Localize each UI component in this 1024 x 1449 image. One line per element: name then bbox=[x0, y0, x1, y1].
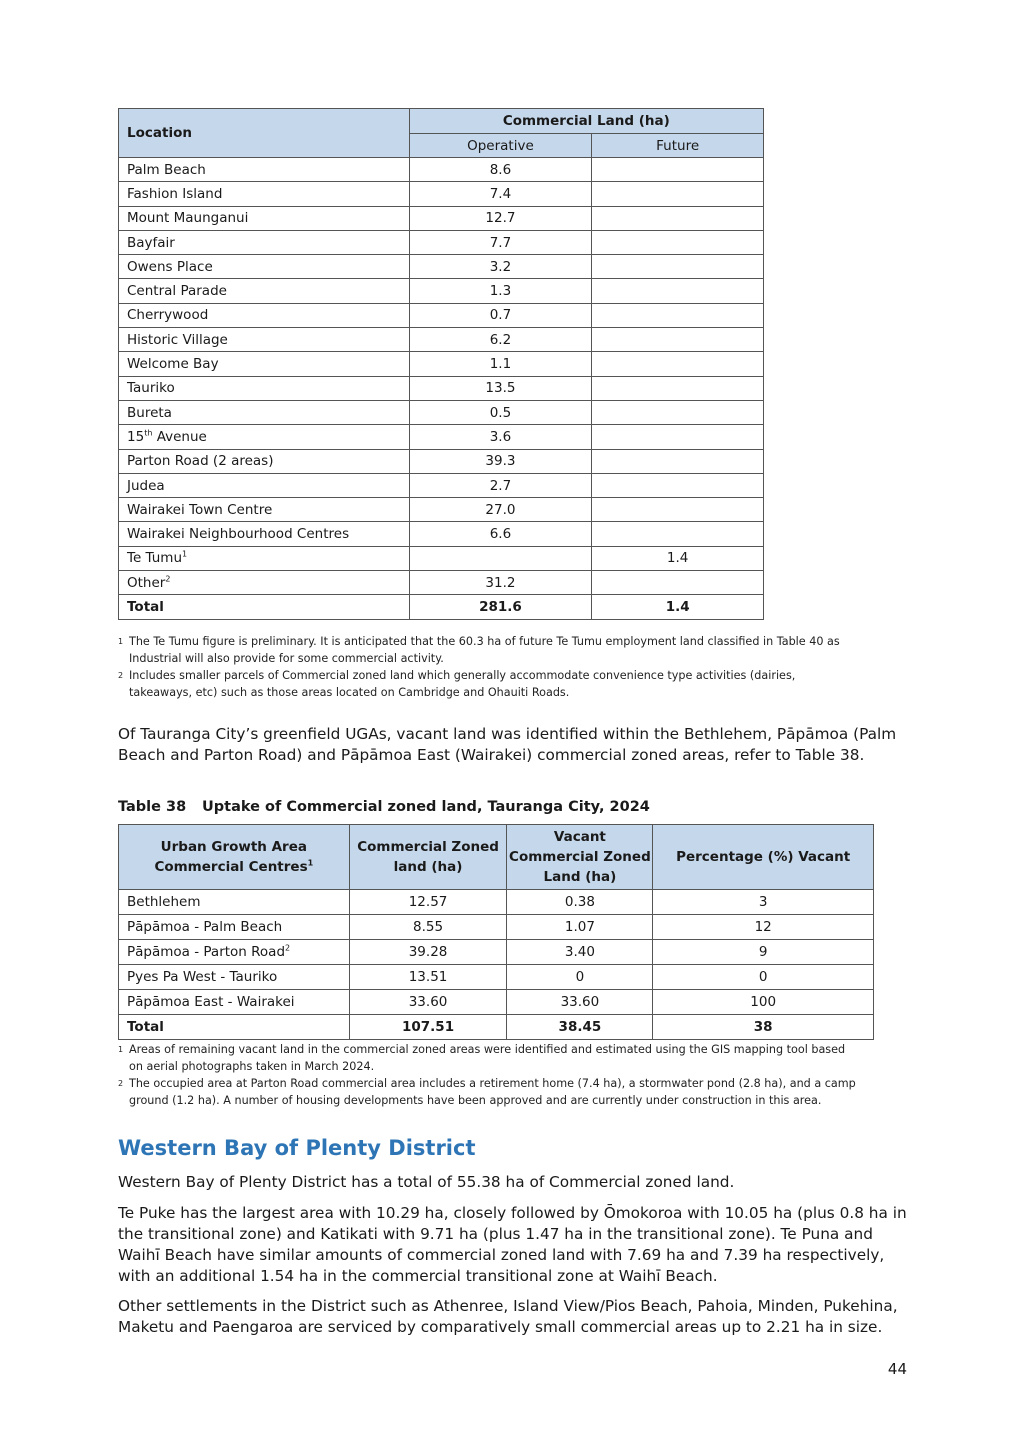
table-row bbox=[119, 940, 874, 965]
cell-location: Palm Beach bbox=[119, 158, 410, 182]
cell-total-future: 1.4 bbox=[592, 595, 764, 619]
header-urban-growth-area: Urban Growth Area Commercial Centres$^1$ bbox=[119, 825, 350, 890]
cell-area: Bethlehem bbox=[119, 890, 350, 915]
cell-operative: 1.3 bbox=[409, 279, 592, 303]
body-paragraph: Te Puke has the largest area with 10.29 ha, closely followed by Ōmokoroa with 10.05 ha (plus 0.8 ha in the transitional zone) and Katikati with 9.71 ha (plus 1.47 ha in the transitional zone). Te Puna and Waihī Beach have similar amounts of commercial zoned land with 7.69 ha and 7.39 ha respectively, with an additional 1.54 ha in the commercial transitional zone at Waihī Beach. bbox=[118, 1204, 907, 1285]
table-row bbox=[119, 522, 764, 546]
cell-operative: 8.6 bbox=[409, 158, 592, 182]
intro-paragraph: Of Tauranga City’s greenfield UGAs, vacant land was identified within the Bethlehem, Pāpāmoa (Palm Beach and Parton Road) and Pāpāmoa East (Wairakei) commercial zoned areas, refer to Table 38. bbox=[118, 725, 897, 764]
cell-operative: 2.7 bbox=[409, 473, 592, 497]
header-percentage-vacant: Percentage (%) Vacant bbox=[653, 825, 874, 890]
cell-pct: 12 bbox=[653, 915, 874, 940]
cell-zoned: 39.28 bbox=[349, 940, 507, 965]
cell-location: Historic Village bbox=[119, 328, 410, 352]
cell-vacant: 0 bbox=[507, 965, 653, 990]
table-row bbox=[119, 890, 874, 915]
header-commercial-land: Commercial Land (ha) bbox=[409, 109, 763, 134]
cell-location: Fashion Island bbox=[119, 182, 410, 206]
cell-zoned: 8.55 bbox=[349, 915, 507, 940]
cell-operative: 39.3 bbox=[409, 449, 592, 473]
footnote-ref: 2 bbox=[285, 943, 291, 953]
cell-location: Other$^2$ bbox=[119, 571, 410, 595]
page-number: 44 bbox=[887, 1360, 907, 1378]
cell-location: Judea bbox=[119, 473, 410, 497]
cell-pct: 100 bbox=[653, 990, 874, 1015]
cell-operative: 7.4 bbox=[409, 182, 592, 206]
cell-total-operative: 281.6 bbox=[409, 595, 592, 619]
cell-location: Owens Place bbox=[119, 255, 410, 279]
cell-future bbox=[592, 425, 764, 449]
cell-vacant: 33.60 bbox=[507, 990, 653, 1015]
cell-operative: 12.7 bbox=[409, 206, 592, 230]
cell-operative: 31.2 bbox=[409, 571, 592, 595]
cell-future bbox=[592, 498, 764, 522]
cell-future bbox=[592, 230, 764, 254]
cell-operative: 6.2 bbox=[409, 328, 592, 352]
cell-location: Bureta bbox=[119, 400, 410, 424]
cell-area: Pāpāmoa - Parton Road$^2$ bbox=[119, 940, 350, 965]
cell-area: Pyes Pa West - Tauriko bbox=[119, 965, 350, 990]
table-row bbox=[119, 279, 764, 303]
cell-total-pct: 38 bbox=[653, 1015, 874, 1040]
cell-future bbox=[592, 279, 764, 303]
table-row bbox=[119, 425, 764, 449]
table-row bbox=[119, 990, 874, 1015]
table-total-row bbox=[119, 595, 764, 619]
table-row bbox=[119, 498, 764, 522]
table-total-row bbox=[119, 1015, 874, 1040]
header-commercial-zoned: Commercial Zoned land (ha) bbox=[349, 825, 507, 890]
cell-vacant: 0.38 bbox=[507, 890, 653, 915]
table-header-row bbox=[119, 109, 764, 134]
cell-location: Te Tumu$^1$ bbox=[119, 546, 410, 570]
cell-future bbox=[592, 473, 764, 497]
footnote: 1 Areas of remaining vacant land in the commercial zoned areas were identified and estimated using the GIS mapping tool based on aerial photographs taken in March 2024. bbox=[118, 1043, 846, 1073]
cell-pct: 3 bbox=[653, 890, 874, 915]
body-paragraph: Other settlements in the District such as Athenree, Island View/Pios Beach, Pahoia, Minden, Pukehina, Maketu and Paengaroa are serviced by comparatively small commercial areas up to 2.21 ha in size. bbox=[118, 1297, 898, 1336]
footnote-ref: 2 bbox=[165, 574, 171, 584]
table-row bbox=[119, 571, 764, 595]
cell-location: Wairakei Neighbourhood Centres bbox=[119, 522, 410, 546]
cell-operative: 13.5 bbox=[409, 376, 592, 400]
cell-location: Bayfair bbox=[119, 230, 410, 254]
cell-area: Pāpāmoa East - Wairakei bbox=[119, 990, 350, 1015]
footnote: 2 The occupied area at Parton Road commercial area includes a retirement home (7.4 ha), a stormwater pond (2.8 ha), and a camp ground (1.2 ha). A number of housing developments have been approved and are currently under construction in this area. bbox=[118, 1077, 856, 1107]
uptake-table bbox=[118, 824, 874, 1040]
body-paragraph: Western Bay of Plenty District has a total of 55.38 ha of Commercial zoned land. bbox=[118, 1173, 735, 1191]
cell-vacant: 3.40 bbox=[507, 940, 653, 965]
cell-location: 15th Avenue bbox=[119, 425, 410, 449]
header-future: Future bbox=[592, 134, 764, 158]
cell-future bbox=[592, 328, 764, 352]
cell-location: Central Parade bbox=[119, 279, 410, 303]
table-row bbox=[119, 449, 764, 473]
cell-zoned: 12.57 bbox=[349, 890, 507, 915]
cell-location: Welcome Bay bbox=[119, 352, 410, 376]
table-row bbox=[119, 255, 764, 279]
cell-future bbox=[592, 303, 764, 327]
cell-location: Parton Road (2 areas) bbox=[119, 449, 410, 473]
table-row bbox=[119, 158, 764, 182]
cell-future bbox=[592, 206, 764, 230]
cell-future bbox=[592, 352, 764, 376]
header-operative: Operative bbox=[409, 134, 592, 158]
cell-zoned: 33.60 bbox=[349, 990, 507, 1015]
table-row bbox=[119, 206, 764, 230]
table-row bbox=[119, 352, 764, 376]
section-heading: Western Bay of Plenty District bbox=[118, 1136, 476, 1160]
cell-future bbox=[592, 376, 764, 400]
cell-pct: 0 bbox=[653, 965, 874, 990]
cell-future bbox=[592, 571, 764, 595]
cell-location: Cherrywood bbox=[119, 303, 410, 327]
cell-zoned: 13.51 bbox=[349, 965, 507, 990]
cell-pct: 9 bbox=[653, 940, 874, 965]
commercial-land-table bbox=[118, 108, 764, 620]
cell-location: Mount Maunganui bbox=[119, 206, 410, 230]
cell-area: Pāpāmoa - Palm Beach bbox=[119, 915, 350, 940]
cell-total-zoned: 107.51 bbox=[349, 1015, 507, 1040]
cell-operative: 3.2 bbox=[409, 255, 592, 279]
cell-operative: 3.6 bbox=[409, 425, 592, 449]
footnote: 1 The Te Tumu figure is preliminary. It is anticipated that the 60.3 ha of future Te Tumu employment land classified in Table 40 as Industrial will also provide for some commercial activity. bbox=[118, 635, 840, 665]
table-row bbox=[119, 965, 874, 990]
table-row bbox=[119, 473, 764, 497]
cell-future bbox=[592, 449, 764, 473]
cell-operative: 0.5 bbox=[409, 400, 592, 424]
cell-operative: 7.7 bbox=[409, 230, 592, 254]
cell-operative: 6.6 bbox=[409, 522, 592, 546]
cell-future bbox=[592, 400, 764, 424]
table-row bbox=[119, 303, 764, 327]
table-row bbox=[119, 546, 764, 570]
table-row bbox=[119, 915, 874, 940]
cell-future bbox=[592, 182, 764, 206]
cell-operative: 0.7 bbox=[409, 303, 592, 327]
cell-total-vacant: 38.45 bbox=[507, 1015, 653, 1040]
cell-location: Wairakei Town Centre bbox=[119, 498, 410, 522]
cell-total-label: Total bbox=[119, 1015, 350, 1040]
footnote-ref: 1 bbox=[182, 549, 188, 559]
cell-operative bbox=[409, 546, 592, 570]
table-row bbox=[119, 230, 764, 254]
cell-operative: 1.1 bbox=[409, 352, 592, 376]
cell-total-label: Total bbox=[119, 595, 410, 619]
superscript: th bbox=[144, 428, 153, 438]
cell-location: Tauriko bbox=[119, 376, 410, 400]
footnote: 2 Includes smaller parcels of Commercial zoned land which generally accommodate convenience type activities (dairies, takeaways, etc) such as those areas located on Cambridge and Ohauiti Roads. bbox=[118, 669, 796, 699]
header-vacant: Vacant Commercial Zoned Land (ha) bbox=[507, 825, 653, 890]
cell-operative: 27.0 bbox=[409, 498, 592, 522]
table-row bbox=[119, 400, 764, 424]
cell-future: 1.4 bbox=[592, 546, 764, 570]
header-location: Location bbox=[119, 109, 410, 158]
cell-future bbox=[592, 158, 764, 182]
cell-future bbox=[592, 522, 764, 546]
table-row bbox=[119, 182, 764, 206]
cell-future bbox=[592, 255, 764, 279]
table-header-row bbox=[119, 825, 874, 890]
table-caption: Table 38 Uptake of Commercial zoned land, Tauranga City, 2024 bbox=[118, 799, 650, 815]
table-row bbox=[119, 376, 764, 400]
cell-vacant: 1.07 bbox=[507, 915, 653, 940]
table-row bbox=[119, 328, 764, 352]
